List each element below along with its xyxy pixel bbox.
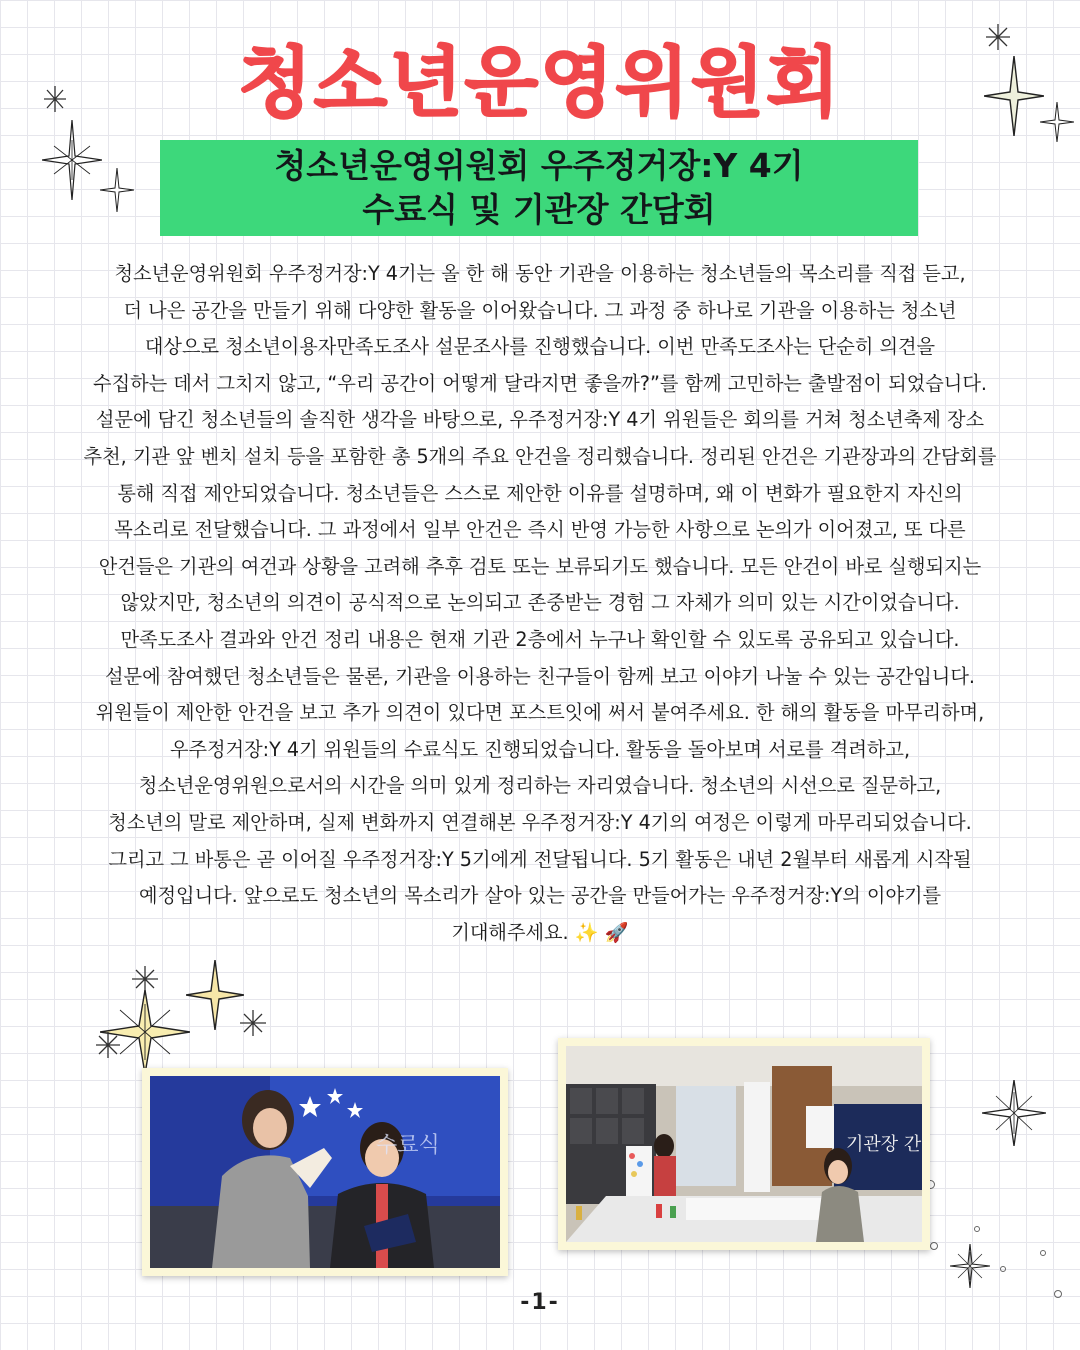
body-line: 위원들이 제안한 안건을 보고 추가 의견이 있다면 포스트잇에 써서 붙여주세요. 한 해의 활동을 마무리하며, — [95, 701, 985, 725]
body-line: 청소년운영위원회 우주정거장:Y 4기는 올 한 해 동안 기관을 이용하는 청소년들의 목소리를 직접 듣고, — [114, 262, 966, 285]
subtitle-box — [160, 140, 918, 236]
body-line: 목소리로 전달했습니다. 그 과정에서 일부 안건은 즉시 반영 가능한 사항으로 논의가 이어졌고, 또 다른 — [114, 518, 966, 542]
sparkle-icon — [950, 1244, 990, 1288]
body-line: 청소년의 말로 제안하며, 실제 변화까지 연결해본 우주정거장:Y 4기의 여정은 이렇게 마무리되었습니다. — [108, 810, 972, 834]
body-line: 청소년운영위원으로서의 시간을 의미 있게 정리하는 자리였습니다. 청소년의 시선으로 질문하고, — [138, 774, 942, 798]
sparkle-icon — [1040, 102, 1074, 142]
body-line: 우주정거장:Y 4기 위원들의 수료식도 진행되었습니다. 활동을 돌아보며 서로를 격려하고, — [169, 737, 911, 761]
body-line: 추천, 기관 앞 벤치 설치 등을 포함한 총 5개의 주요 안건을 정리했습니다. 정리된 안건은 기관장과의 간담회를 — [83, 444, 997, 468]
body-line: 예정입니다. 앞으로도 청소년의 목소리가 살아 있는 공간을 만들어가는 우주정거장:Y의 이야기를 — [138, 884, 942, 908]
circle-decoration — [1040, 1250, 1046, 1256]
body-line: 설문에 담긴 청소년들의 솔직한 생각을 바탕으로, 우주정거장:Y 4기 위원들은 회의를 거쳐 청소년축제 장소 — [95, 408, 985, 432]
sparkle-icon — [42, 120, 102, 200]
body-line: 만족도조사 결과와 안건 정리 내용은 현재 기관 2층에서 누구나 확인할 수 있도록 공유되고 있습니다. — [120, 627, 960, 651]
ceremony-screen-text: 수료식 — [376, 1133, 440, 1158]
meeting-screen-text: 기관장 간 — [846, 1134, 922, 1155]
body-line: 그리고 그 바통은 곧 이어질 우주정거장:Y 5기에게 전달됩니다. 5기 활동은 내년 2월부터 새롭게 시작될 — [108, 847, 972, 871]
body-line: 설문에 참여했던 청소년들은 물론, 기관을 이용하는 친구들이 함께 보고 이야기 나눌 수 있는 공간입니다. — [105, 664, 975, 688]
sparkle-icon — [44, 86, 66, 112]
subtitle-line-1: 청소년운영위원회 우주정거장:Y 4기 — [274, 146, 804, 185]
sparkle-icon — [186, 960, 244, 1030]
body-line: 안건들은 기관의 여건과 상황을 고려해 추후 검토 또는 보류되기도 했습니다. 모든 안건이 바로 실행되지는 — [98, 554, 982, 578]
sparkle-icon — [100, 168, 134, 212]
sparkle-icon — [132, 966, 158, 992]
main-title: 청소년운영위원회 — [238, 38, 842, 127]
photo-ceremony — [142, 1068, 508, 1276]
sparkle-icon — [984, 56, 1044, 136]
body-line: 더 나은 공간을 만들기 위해 다양한 활동을 이어왔습니다. 그 과정 중 하나로 기관을 이용하는 청소년 — [123, 298, 957, 322]
subtitle-line-2: 수료식 및 기관장 간담회 — [362, 190, 716, 229]
circle-decoration — [1000, 1266, 1006, 1272]
photo-meeting — [558, 1038, 930, 1250]
body-line: 기대해주세요. ✨ 🚀 — [451, 920, 629, 944]
body-line: 통해 직접 제안되었습니다. 청소년들은 스스로 제안한 이유를 설명하며, 왜 이 변화가 필요한지 자신의 — [117, 481, 963, 505]
circle-decoration — [974, 1226, 980, 1232]
sparkle-icon — [986, 24, 1010, 50]
body-line: 않았지만, 청소년의 의견이 공식적으로 논의되고 존중받는 경험 그 자체가 의미 있는 시간이었습니다. — [120, 591, 960, 615]
circle-decoration — [930, 1242, 938, 1250]
body-line: 대상으로 청소년이용자만족도조사 설문조사를 진행했습니다. 이번 만족도조사는 단순히 의견을 — [144, 335, 936, 359]
sparkle-icon — [240, 1010, 266, 1036]
page-number: -1- — [520, 1290, 560, 1315]
sparkle-icon — [982, 1080, 1046, 1146]
body-line: 수집하는 데서 그치지 않고, “우리 공간이 어떻게 달라지면 좋을까?”를 함께 고민하는 출발점이 되었습니다. — [93, 371, 987, 395]
ceremony-photo-image — [150, 1076, 500, 1268]
body-text — [22, 256, 1058, 951]
sparkle-icon — [96, 1032, 120, 1058]
